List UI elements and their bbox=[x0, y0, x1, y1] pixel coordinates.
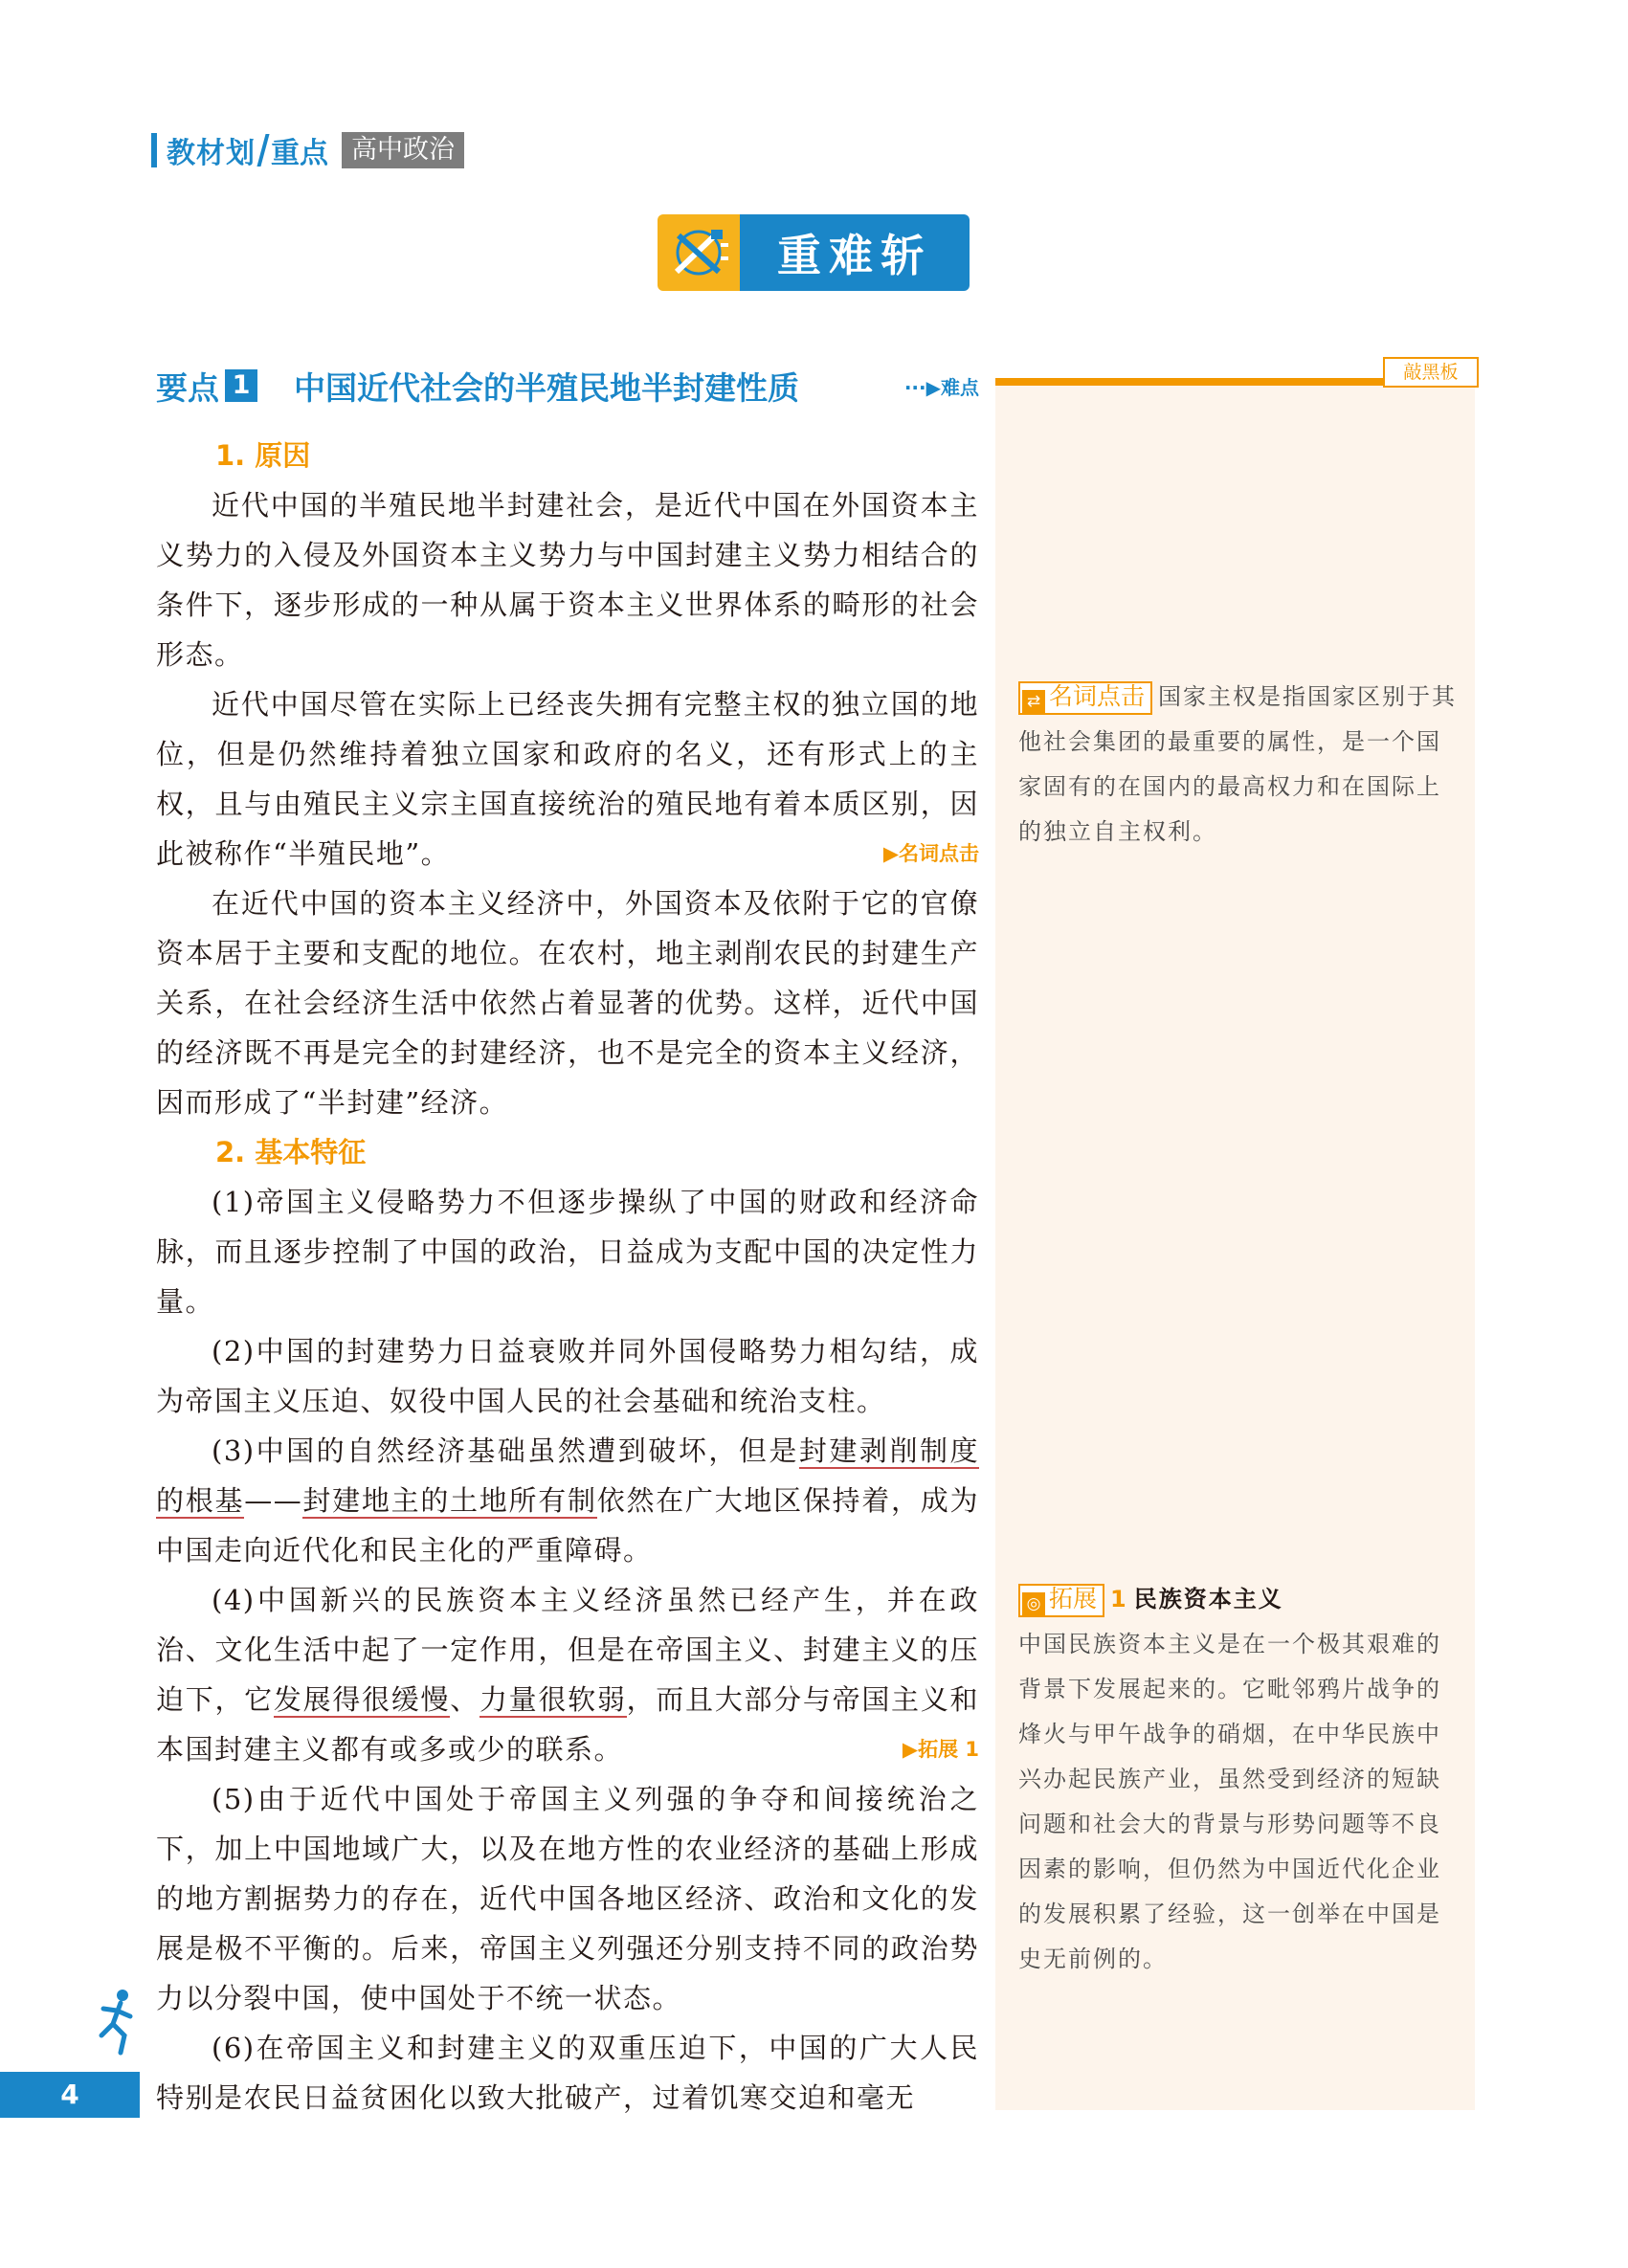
feature-paragraph bbox=[156, 1426, 979, 1575]
feature-paragraph bbox=[156, 1575, 979, 1774]
paragraph-text: 近代中国尽管在实际上已经丧失拥有完整主权的独立国的地位，但是仍然维持着独立国家和政府的名义，还有形式上的主权，且与由殖民主义宗主国直接统治的殖民地有着本质区别，因此被称作“半殖民地”。 bbox=[156, 688, 979, 870]
text: (4)中国新兴的民族资本主义经济虽然已经产生，并在政治、文化生活中起了一定作用，但是在帝国主义、封建主义的压迫下，它 bbox=[156, 1584, 979, 1716]
extension-badge-label: 拓展 bbox=[1049, 1585, 1098, 1612]
feature-paragraph: (2)中国的封建势力日益衰败并同外国侵略势力相勾结，成为帝国主义压迫、奴役中国人民的社会基础和统治支柱。 bbox=[156, 1335, 979, 1417]
paragraph: 近代中国的半殖民地半封建社会，是近代中国在外国资本主义势力的入侵及外国资本主义势力与中国封建主义势力相结合的条件下，逐步形成的一种从属于资本主义世界体系的畸形的社会形态。 bbox=[156, 489, 979, 671]
tools-icon bbox=[658, 214, 740, 291]
underlined-text: 封建剥削制度的根基 bbox=[156, 1434, 979, 1517]
term-badge bbox=[1018, 681, 1152, 715]
runner-icon bbox=[88, 1986, 145, 2062]
feature-paragraph: (1)帝国主义侵略势力不但逐步操纵了中国的财政和经济命脉，而且逐步控制了中国的政治，日益成为支配中国的决定性力量。 bbox=[156, 1186, 979, 1318]
banner-title: 重难斩 bbox=[740, 214, 970, 291]
difficulty-tag: ···▶难点 bbox=[903, 375, 979, 399]
paragraph: 在近代中国的资本主义经济中，外国资本及依附于它的官僚资本居于主要和支配的地位。在农村，地主剥削农民的封建生产关系，在社会经济生活中依然占着显著的优势。这样，近代中国的经济既不再是完全的封建经济，也不是完全的资本主义经济，因而形成了“半封建”经济。 bbox=[156, 887, 979, 1119]
brand-left: 教材划 bbox=[167, 137, 256, 170]
key-point-heading bbox=[156, 361, 979, 411]
extension-note bbox=[1018, 1577, 1461, 1982]
section-banner bbox=[658, 214, 970, 291]
term-click-link[interactable]: ▶名词点击 bbox=[882, 842, 979, 865]
extension-number: 1 bbox=[1110, 1586, 1128, 1612]
text: ，而且大部分与帝国主义和本国封建主义都有或多或少的联系。 bbox=[156, 1683, 979, 1766]
key-point-label: 要点 bbox=[156, 368, 219, 407]
page-number: 4 bbox=[0, 2072, 140, 2118]
brand-bar bbox=[151, 133, 157, 167]
section-heading-features: 2. 基本特征 bbox=[215, 1136, 367, 1168]
key-point-title: 中国近代社会的半殖民地半封建性质 bbox=[294, 368, 799, 407]
term-badge-label: 名词点击 bbox=[1049, 682, 1146, 710]
brand-separator bbox=[256, 134, 269, 167]
subject-tag: 高中政治 bbox=[342, 132, 464, 168]
term-note bbox=[1018, 675, 1461, 855]
paragraph bbox=[156, 679, 979, 878]
sidebar-tab: 敲黑板 bbox=[1383, 357, 1479, 388]
underlined-text: 发展得很缓慢 bbox=[273, 1683, 451, 1716]
extension-text: 中国民族资本主义是在一个极其艰难的背景下发展起来的。它毗邻鸦片战争的烽火与甲午战争的硝烟，在中华民族中兴办起民族产业，虽然受到经济的短缺问题和社会大的背景与形势问题等不良因素的影响，但仍然为中国近代化企业的发展积累了经验，这一创举在中国是史无前例的。 bbox=[1018, 1631, 1441, 1972]
extension-header bbox=[1018, 1577, 1461, 1622]
link-icon: ⇄ bbox=[1022, 690, 1045, 713]
extension-badge bbox=[1018, 1584, 1104, 1617]
extension-title: 民族资本主义 bbox=[1133, 1586, 1283, 1612]
main-text bbox=[156, 431, 979, 2123]
text: 、 bbox=[450, 1683, 479, 1716]
series-brand bbox=[151, 131, 464, 169]
text: (3)中国的自然经济基础虽然遭到破坏，但是 bbox=[212, 1434, 799, 1467]
feature-paragraph: (5)由于近代中国处于帝国主义列强的争夺和间接统治之下，加上中国地域广大，以及在地方性的农业经济的基础上形成的地方割据势力的存在，近代中国各地区经济、政治和文化的发展是极不平衡的。后来，帝国主义列强还分别支持不同的政治势力以分裂中国，使中国处于不统一状态。 bbox=[156, 1783, 979, 2014]
text: —— bbox=[244, 1484, 303, 1517]
section-heading-reason: 1. 原因 bbox=[215, 439, 311, 472]
underlined-text: 力量很软弱 bbox=[479, 1683, 627, 1716]
brand-right: 重点 bbox=[271, 137, 328, 170]
binoculars-icon: ◎ bbox=[1022, 1592, 1045, 1615]
feature-paragraph: (6)在帝国主义和封建主义的双重压迫下，中国的广大人民特别是农民日益贫困化以致大批破产，过着饥寒交迫和毫无 bbox=[156, 2032, 979, 2114]
text: 依然在广大地区保持着，成为中国走向近代化和民主化的严重障碍。 bbox=[156, 1484, 979, 1567]
key-point-number: 1 bbox=[225, 369, 257, 402]
term-note-text: 国家主权是指国家区别于其他社会集团的最重要的属性，是一个国家固有的在国内的最高权力和在国际上的独立自主权利。 bbox=[1018, 683, 1458, 845]
underlined-text: 封建地主的土地所有制 bbox=[302, 1484, 597, 1517]
extension-link[interactable]: ▶拓展 1 bbox=[902, 1738, 979, 1761]
